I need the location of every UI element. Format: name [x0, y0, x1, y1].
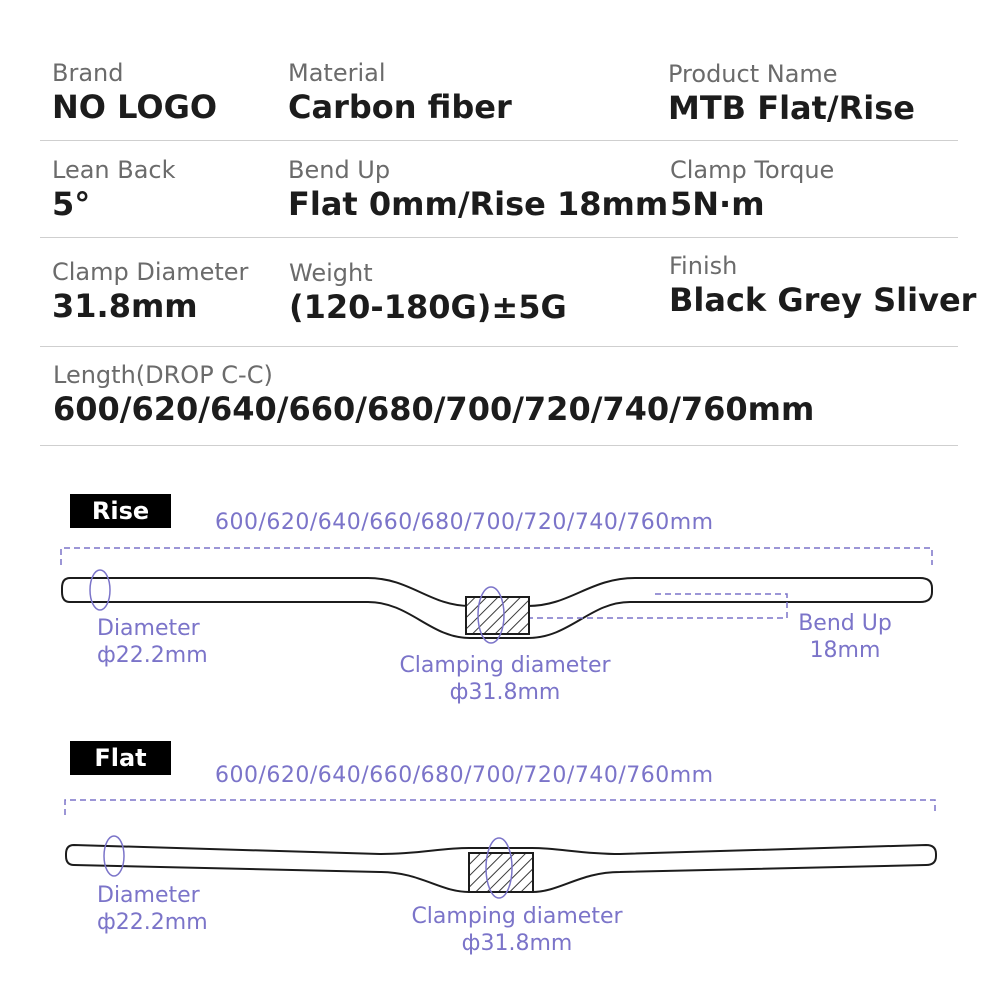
- spec-value: Flat 0mm/Rise 18mm: [288, 185, 669, 223]
- spec-label: Length(DROP C-C): [53, 361, 273, 389]
- spec-label: Clamp Torque: [670, 156, 835, 184]
- divider: [40, 445, 958, 446]
- spec-label: Clamp Diameter: [52, 258, 249, 286]
- rise-clamp-annotation: [392, 652, 618, 706]
- spec-product-name: [668, 59, 915, 127]
- spec-value: Black Grey Sliver: [669, 281, 977, 319]
- rise-clamp-title: Clamping diameter: [399, 653, 611, 678]
- spec-value: 5N·m: [670, 185, 765, 223]
- spec-brand: [52, 58, 217, 126]
- rise-bend-title: Bend Up: [798, 611, 892, 636]
- rise-width-label: 600/620/640/660/680/700/720/740/760mm: [215, 510, 714, 535]
- spec-label: Finish: [669, 252, 738, 280]
- rise-diameter-value: ф22.2mm: [97, 643, 208, 668]
- rise-width-dimension-line: [61, 548, 932, 565]
- spec-value: MTB Flat/Rise: [668, 89, 915, 127]
- spec-finish: [669, 251, 976, 319]
- spec-length: [53, 360, 814, 428]
- flat-width-dimension-line: [65, 800, 935, 815]
- spec-weight: [289, 258, 567, 326]
- spec-value: (120-180G)±5G: [289, 288, 567, 326]
- flat-clamp-annotation: [404, 903, 630, 957]
- rise-clamp-area: [466, 597, 529, 634]
- divider: [40, 237, 958, 238]
- rise-bend-annotation: [795, 610, 895, 664]
- spec-value: Carbon fiber: [288, 88, 512, 126]
- spec-lean-back: [52, 155, 176, 223]
- flat-diameter-annotation: [97, 882, 208, 936]
- flat-clamp-area: [469, 853, 533, 892]
- rise-diameter-annotation: [97, 615, 208, 669]
- spec-material: [288, 58, 512, 126]
- rise-diameter-title: Diameter: [97, 616, 200, 641]
- spec-label: Weight: [289, 259, 373, 287]
- spec-label: Product Name: [668, 60, 838, 88]
- spec-bend-up: [288, 155, 668, 223]
- spec-label: Bend Up: [288, 156, 391, 184]
- divider: [40, 140, 958, 141]
- spec-value: 5°: [52, 185, 91, 223]
- spec-value: 600/620/640/660/680/700/720/740/760mm: [53, 390, 815, 428]
- spec-value: NO LOGO: [52, 88, 218, 126]
- flat-width-label: 600/620/640/660/680/700/720/740/760mm: [215, 763, 714, 788]
- rise-bend-value: 18mm: [809, 638, 881, 663]
- rise-clamp-value: ф31.8mm: [449, 680, 561, 705]
- spec-label: Brand: [52, 59, 124, 87]
- flat-tag: Flat: [70, 741, 171, 775]
- flat-clamp-title: Clamping diameter: [411, 904, 623, 929]
- divider: [40, 346, 958, 347]
- spec-value: 31.8mm: [52, 287, 198, 325]
- spec-label: Lean Back: [52, 156, 176, 184]
- spec-clamp-torque: [670, 155, 834, 223]
- flat-clamp-value: ф31.8mm: [461, 931, 573, 956]
- flat-diameter-title: Diameter: [97, 883, 200, 908]
- spec-clamp-diameter: [52, 257, 248, 325]
- rise-tag: Rise: [70, 494, 171, 528]
- spec-label: Material: [288, 59, 386, 87]
- flat-diameter-value: ф22.2mm: [97, 910, 208, 935]
